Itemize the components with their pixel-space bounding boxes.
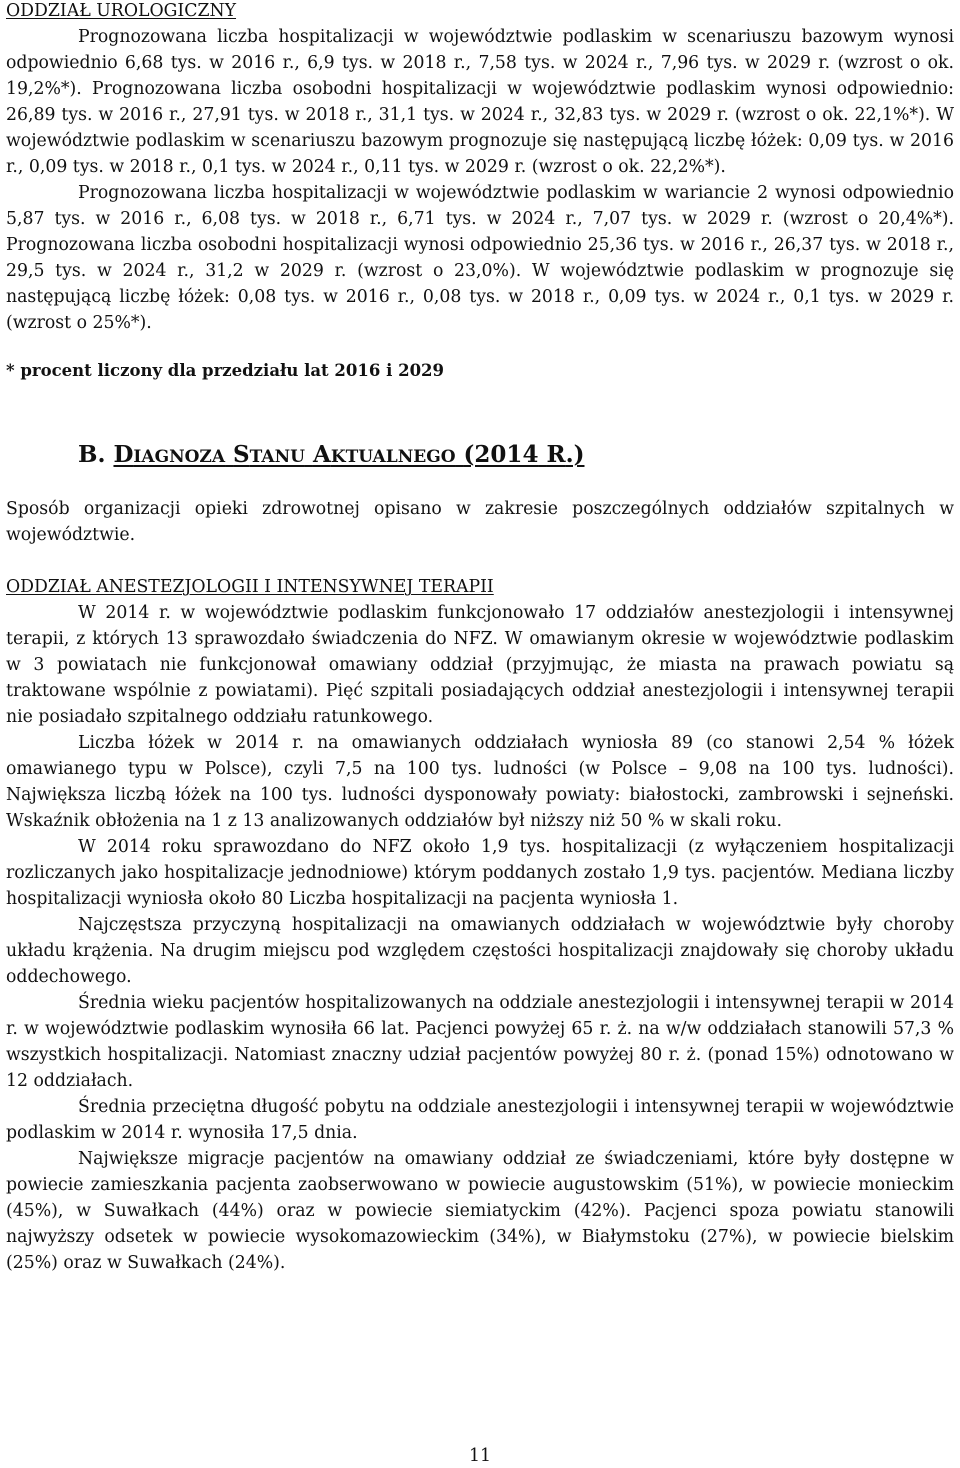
document-page xyxy=(6,0,954,1276)
anesthesiology-paragraph: Średnia przeciętna długość pobytu na oddziale anestezjologii i intensywnej terapii w województwie podlaskim w 2014 r. wynosiła 17,5 dnia. xyxy=(6,1097,954,1143)
anesthesiology-paragraph: Najczęstsza przyczyną hospitalizacji na omawianych oddziałach w województwie były choroby układu krążenia. Na drugim miejscu pod względem częstości hospitalizacji znajdowały się choroby układu oddechowego. xyxy=(6,915,954,987)
title-part: D xyxy=(113,441,134,468)
title-part: R xyxy=(546,441,566,468)
anesthesiology-paragraph: Liczba łóżek w 2014 r. na omawianych oddziałach wyniosła 89 (co stanowi 2,54 % łóżek omawianego typu w Polsce), czyli 7,5 na 100 tys. ludności (w Polsce – 9,08 na 100 tys. ludności). Największa liczbą łóżek na 100 tys. ludności dysponowały powiaty: białostocki, zambrowski i sejneński. Wskaźnik obłożenia na 1 z 13 analizowanych oddziałów był niższy niż 50 % w skali roku. xyxy=(6,733,954,831)
heading-anesthesiology: ODDZIAŁ ANESTEZJOLOGII I INTENSYWNEJ TERAPII xyxy=(6,577,494,597)
section-b-letter: B. xyxy=(78,441,106,468)
anesthesiology-paragraph: W 2014 r. w województwie podlaskim funkcjonowało 17 oddziałów anestezjologii i intensywnej terapii, z których 13 sprawozdało świadczenia do NFZ. W omawianym okresie w województwie podlaskim w 3 powiatach nie funkcjonował omawiany oddział (przyjmując, że miasta na prawach powiatu są traktowane wspólnie z powiatami). Pięć szpitali posiadających oddział anestezjologii i intensywnej terapii nie posiadało szpitalnego oddziału ratunkowego. xyxy=(6,603,954,727)
anesthesiology-paragraph: W 2014 roku sprawozdano do NFZ około 1,9 tys. hospitalizacji (z wyłączeniem hospitalizacji rozliczanych jako hospitalizacje jednodniowe) którym poddanych zostało 1,9 tys. pacjentów. Mediana liczby hospitalizacji wyniosła około 80 Liczba hospitalizacji na pacjenta wyniosła 1. xyxy=(6,837,954,909)
urology-paragraph-variant-2: Prognozowana liczba hospitalizacji w województwie podlaskim w wariancie 2 wynosi odpowiednio 5,87 tys. w 2016 r., 6,08 tys. w 2018 r., 6,71 tys. w 2024 r., 7,07 tys. w 2029 r. (wzrost o 20,4%*). Prognozowana liczba osobodni hospitalizacji wynosi odpowiednio 25,36 tys. w 2016 r., 26,37 tys. w 2018 r., 29,5 tys. w 2024 r., 31,2 w 2029 r. (wzrost o 23,0%). W województwie podlaskim w prognozuje się następującą liczbę łóżek: 0,08 tys. w 2016 r., 0,08 tys. w 2018 r., 0,09 tys. w 2024 r., 0,1 tys. w 2029 r. (wzrost o 25%*). xyxy=(6,183,954,333)
footnote-percent: * procent liczony dla przedziału lat 2016 i 2029 xyxy=(6,361,445,380)
title-part: KTUALNEGO xyxy=(330,447,456,467)
title-part: (2014 xyxy=(463,441,539,468)
heading-urology: ODDZIAŁ UROLOGICZNY xyxy=(6,1,237,21)
section-b-heading xyxy=(6,440,954,472)
section-b-title xyxy=(113,441,584,468)
title-part: IAGNOZA xyxy=(133,447,226,467)
title-part: TANU xyxy=(249,447,305,467)
title-part: A xyxy=(312,441,331,468)
anesthesiology-paragraph: Średnia wieku pacjentów hospitalizowanych na oddziale anestezjologii i intensywnej terapii w 2014 r. w województwie podlaskim wynosiła 66 lat. Pacjenci powyżej 65 r. ż. na w/w oddziałach stanowili 57,3 % wszystkich hospitalizacji. Natomiast znaczny udział pacjentów powyżej 80 r. ż. (ponad 15%) odnotowano w 12 oddziałach. xyxy=(6,993,954,1091)
page-number: 11 xyxy=(469,1446,491,1466)
title-part: S xyxy=(233,441,250,468)
anesthesiology-paragraph: Największe migracje pacjentów na omawiany oddział ze świadczeniami, które były dostępne w powiecie zamieszkania pacjenta zaobserwowano w powiecie augustowskim (51%), w powiecie monieckim (45%), w Suwałkach (44%) oraz w powiecie siemiatyckim (42%). Pacjenci spoza powiatu stanowili najwyższy odsetek w powiecie wysokomazowieckim (34%), w Białymstoku (27%), w powiecie bielskim (25%) oraz w Suwałkach (24%). xyxy=(6,1149,954,1273)
title-part: .) xyxy=(565,441,585,468)
section-b-intro: Sposób organizacji opieki zdrowotnej opisano w zakresie poszczególnych oddziałów szpitalnych w województwie. xyxy=(6,499,954,545)
urology-paragraph-baseline: Prognozowana liczba hospitalizacji w województwie podlaskim w scenariuszu bazowym wynosi odpowiednio 6,68 tys. w 2016 r., 6,9 tys. w 2018 r., 7,58 tys. w 2024 r., 7,96 tys. w 2029 r. (wzrost o ok. 19,2%*). Prognozowana liczba osobodni hospitalizacji w województwie podlaskim wynosi odpowiednio: 26,89 tys. w 2016 r., 27,91 tys. w 2018 r., 31,1 tys. w 2024 r., 32,83 tys. w 2029 r. (wzrost o ok. 22,1%*). W województwie podlaskim w scenariuszu bazowym prognozuje się następującą liczbę łóżek: 0,09 tys. w 2016 r., 0,09 tys. w 2018 r., 0,1 tys. w 2024 r., 0,11 tys. w 2029 r. (wzrost o ok. 22,2%*). xyxy=(6,27,954,177)
